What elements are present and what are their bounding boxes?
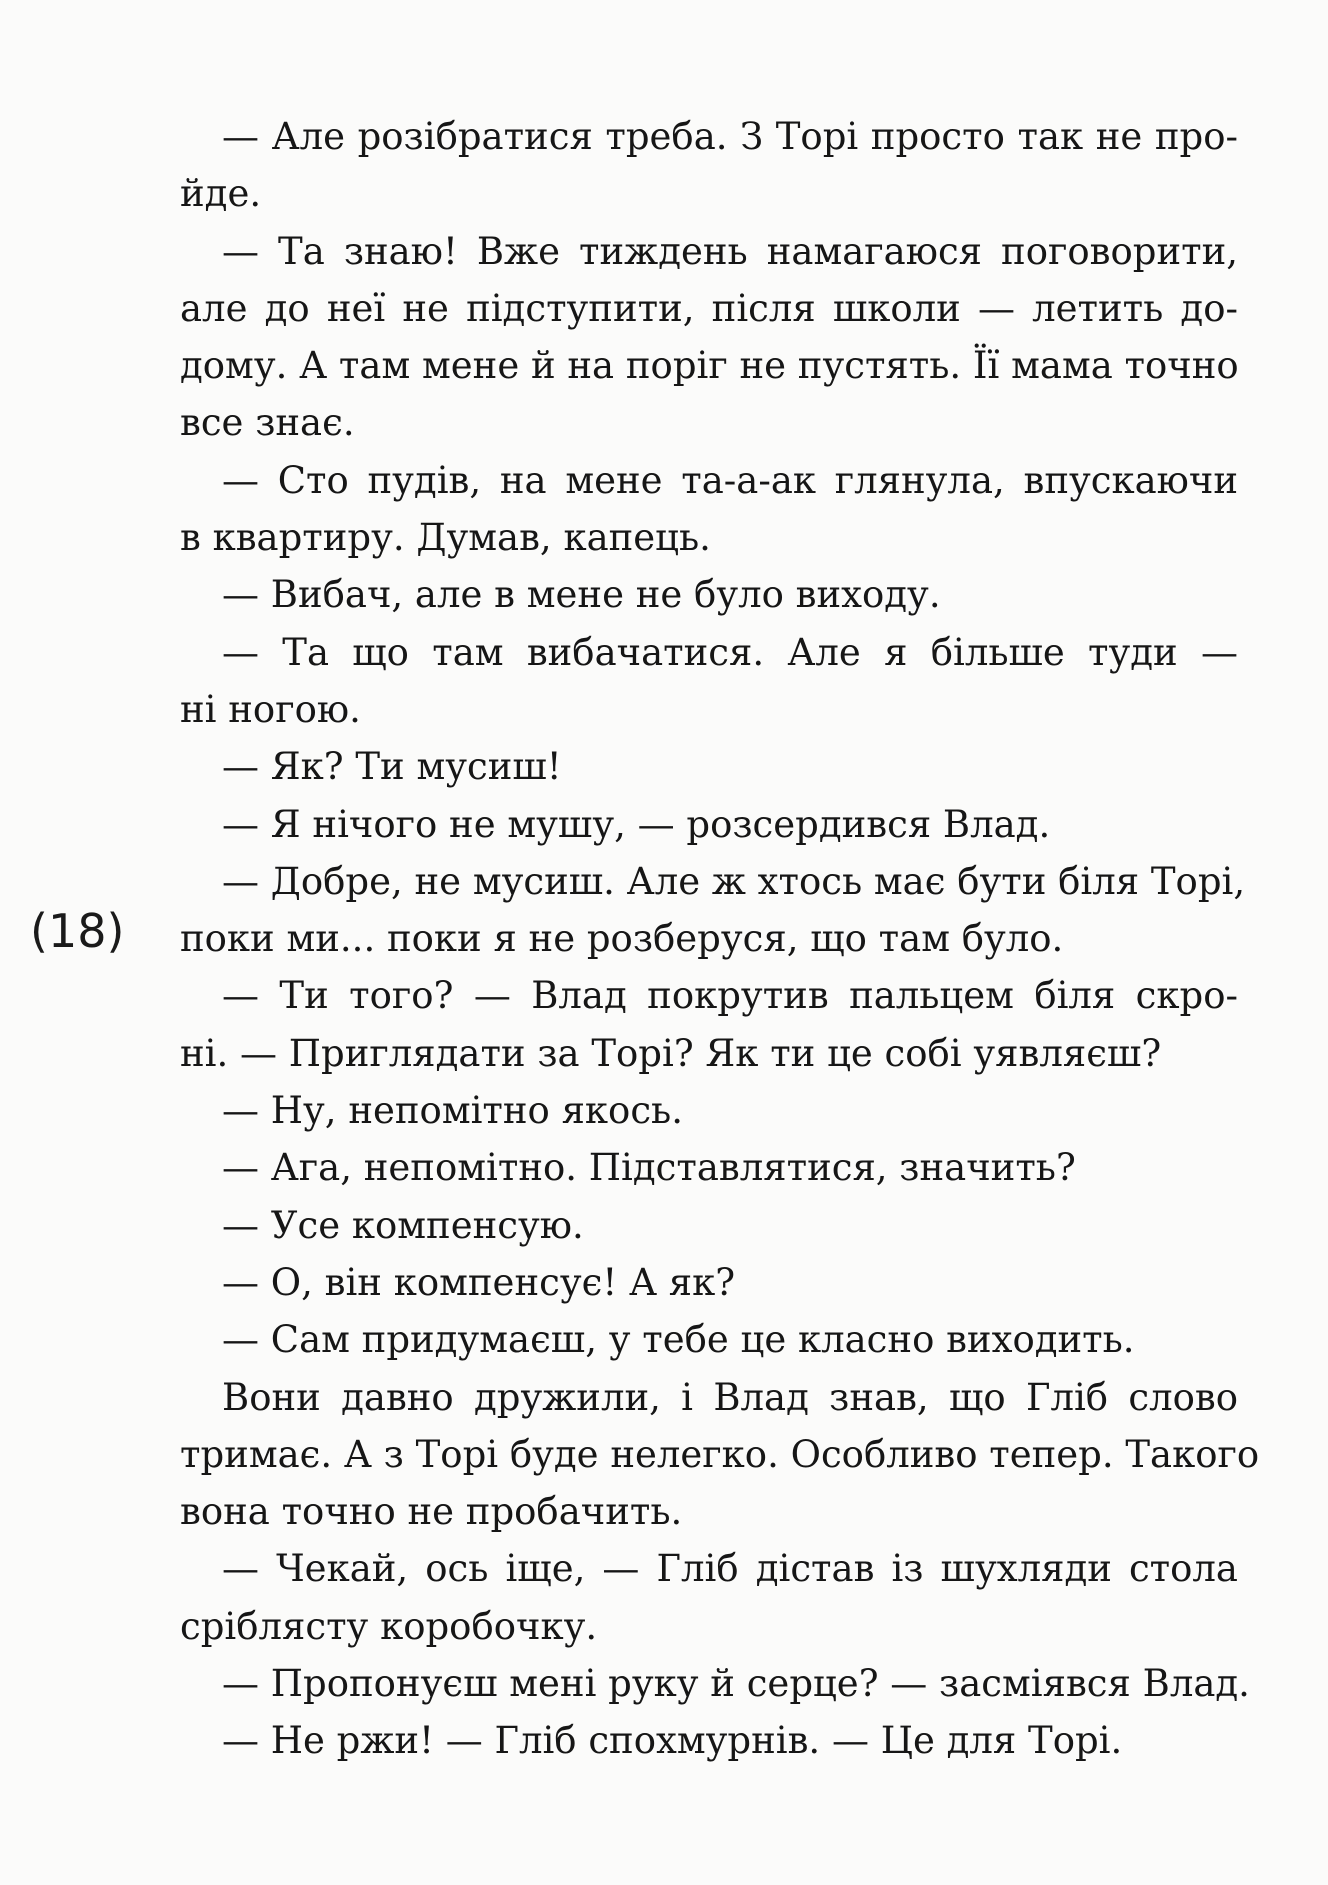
text-line: тримає. А з Торі буде нелегко. Особливо тепер. Такого <box>180 1432 1260 1476</box>
text-line: — Ну, непомітно якось. <box>222 1089 683 1133</box>
text-line: — Ти того? — Влад покрутив пальцем біля скро- <box>222 974 1238 1018</box>
text-line: — Пропонуєш мені руку й серце? — засміявся Влад. <box>222 1662 1250 1706</box>
text-line: — Ага, непомітно. Підставлятися, значить? <box>222 1146 1076 1190</box>
text-line: ні ногою. <box>180 687 361 731</box>
text-line: — Не ржи! — Гліб спохмурнів. — Це для Торі. <box>222 1719 1123 1763</box>
text-line: дому. А там мене й на поріг не пустять. Її мама точно <box>180 344 1239 388</box>
text-line: все знає. <box>180 401 355 445</box>
text-line: — Сам придумаєш, у тебе це класно виходить. <box>222 1318 1135 1362</box>
text-line: поки ми... поки я не розберуся, що там було. <box>180 917 1064 961</box>
text-line: в квартиру. Думав, капець. <box>180 516 711 560</box>
text-line: сріблясту коробочку. <box>180 1604 598 1648</box>
text-line: — Сто пудів, на мене та-а-ак глянула, впускаючи <box>222 458 1238 502</box>
text-line: — Я нічого не мушу, — розсердився Влад. <box>222 802 1051 846</box>
text-line: йде. <box>180 172 262 216</box>
text-line: але до неї не підступити, після школи — летить до- <box>180 286 1238 330</box>
text-line: — Та що там вибачатися. Але я більше туди — <box>222 630 1238 674</box>
text-line: — Та знаю! Вже тиждень намагаюся поговорити, <box>222 229 1238 273</box>
text-line: Вони давно дружили, і Влад знав, що Гліб слово <box>222 1375 1238 1419</box>
text-line: — Вибач, але в мене не було виходу. <box>222 573 941 617</box>
body-text <box>180 108 1260 1770</box>
text-line: — О, він компенсує! А як? <box>222 1260 736 1304</box>
text-line: — Чекай, ось іще, — Гліб дістав із шухляди стола <box>222 1547 1238 1591</box>
text-line: — Усе компенсую. <box>222 1203 584 1247</box>
text-line: — Але розібратися треба. З Торі просто так не про- <box>222 115 1238 158</box>
text-line: вона точно не пробачить. <box>180 1490 683 1534</box>
text-line: — Добре, не мусиш. Але ж хтось має бути біля Торі, <box>222 859 1246 903</box>
page-number: (18) <box>30 904 125 958</box>
text-line: ні. — Приглядати за Торі? Як ти це собі уявляєш? <box>180 1031 1162 1075</box>
text-line: — Як? Ти мусиш! <box>222 745 562 789</box>
